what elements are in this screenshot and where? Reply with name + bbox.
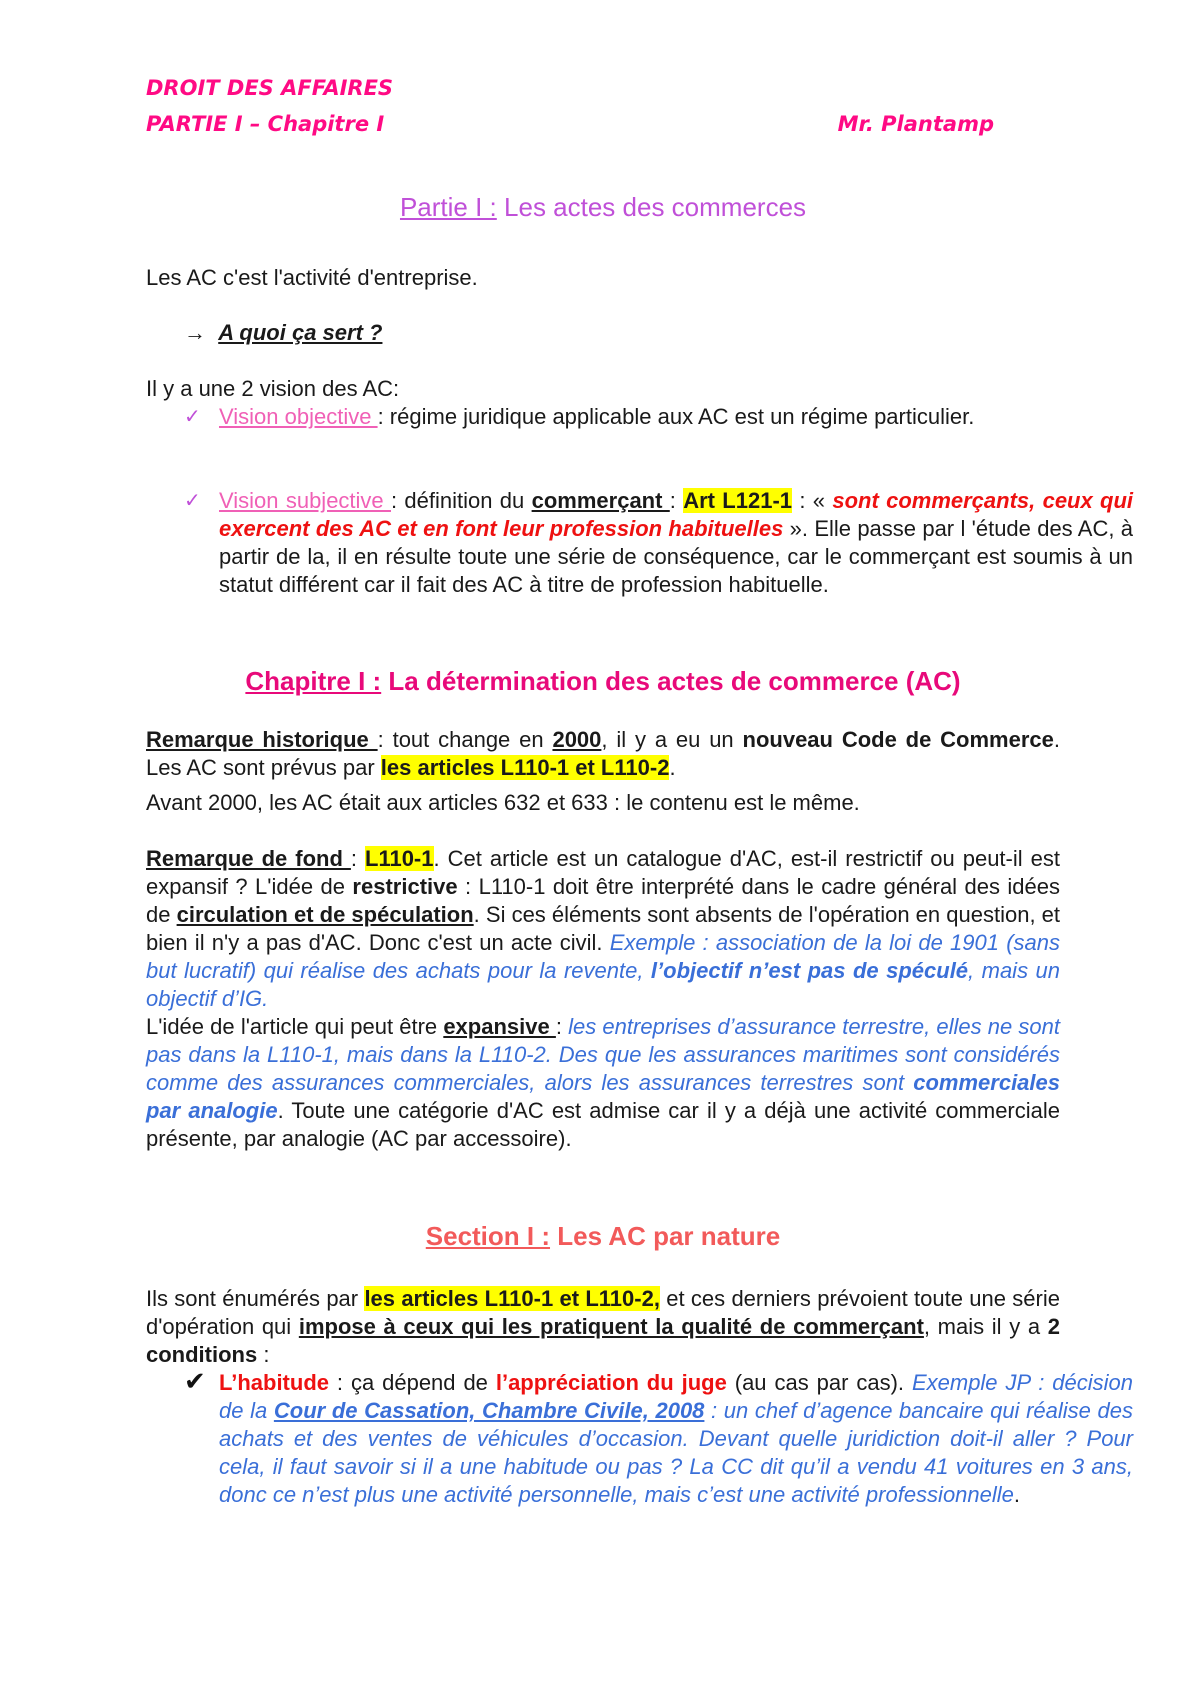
remarque-historique: [146, 726, 1060, 782]
text-span: . Toute une catégorie d'AC est admise car il y a déjà une activité commerciale présente, par analogie (AC par accessoire).: [146, 1098, 1061, 1151]
text-span: . Les AC sont prévus par: [146, 727, 1061, 780]
text-span: . Cet article est un catalogue d'AC, est-il restrictif ou peut-il est expansif ? L'idée de: [146, 846, 1060, 899]
section-label: Section I :: [425, 1221, 551, 1251]
cour-cassation: Cour de Cassation, Chambre Civile, 2008: [273, 1398, 705, 1423]
exemple-assurances: les entreprises d’assurance terrestre, elles ne sont pas dans la L110-1, mais dans la L110-2. Des que les assurances maritimes sont considérés comme des assurances commerciales, alors les assurances terrestres sont: [146, 1014, 1060, 1095]
question-line: [146, 319, 1098, 347]
text-span: et ces derniers prévoient toute une série d'opération qui: [146, 1286, 1060, 1339]
check-icon: ✓: [184, 406, 201, 428]
restrictive-term: restrictive: [352, 874, 458, 899]
code-commerce: nouveau Code de Commerce: [742, 727, 1054, 752]
deux-conditions: 2 conditions: [146, 1314, 1060, 1367]
check-icon: ✓: [184, 490, 201, 512]
remarque-fond-label: Remarque de fond: [146, 846, 351, 871]
text-span: .: [669, 755, 676, 780]
text-span: , il y a eu un: [601, 727, 743, 752]
remarque-de-fond: [146, 845, 1060, 1013]
articles-highlight: les articles L110-1 et L110-2,: [364, 1286, 660, 1311]
exemple-end: , mais un objectif d’IG.: [146, 958, 1060, 1011]
question-text: A quoi ça sert ?: [218, 320, 383, 345]
text-span: .: [1013, 1482, 1021, 1507]
text-span: : L110-1 doit être interprété dans le cadre général des idées de: [146, 874, 1060, 927]
text-span: ». Elle passe par l 'étude des AC, à partir de la, il en résulte toute une série de conséquence, car le commerçant est soumis à un statut différent car il fait des AC à titre de profession habituelle.: [219, 516, 1133, 597]
text-span: L'idée de l'article qui peut être: [146, 1014, 444, 1039]
text-span: :: [669, 488, 684, 513]
header-author: Mr. Plantamp: [837, 112, 994, 136]
partie-title: Les actes des commerces: [496, 192, 807, 222]
exemple-association: Exemple : association de la loi de 1901 (sans but lucratif) qui réalise des achats pour la revente,: [146, 930, 1061, 983]
vision-objective: [146, 403, 1133, 431]
text-span: : «: [792, 488, 833, 513]
header-title: DROIT DES AFFAIRES: [146, 76, 394, 100]
enumeres-paragraph: [146, 1285, 1060, 1369]
text-span: :: [257, 1342, 270, 1367]
text-span: : ça dépend de: [329, 1370, 496, 1395]
commerciales-analogie: commerciales par analogie: [146, 1070, 1060, 1123]
art-l110-1: L110-1: [365, 846, 434, 871]
partie-label: Partie I :: [399, 192, 497, 222]
exemple-jp: Exemple JP : décision de la: [219, 1370, 1133, 1423]
condition-habitude: [146, 1366, 1133, 1509]
chapitre-heading: [146, 667, 1060, 695]
exemple-chef-agence: : un chef d’agence bancaire qui réalise des achats et des ventes de véhicules d’occasion. Devant quelle juridiction doit-il aller ? Pour cela, il faut savoir si il a une habitude ou pas ? La CC dit qu’il a vendu 41 voitures en 3 ans, donc ce n’est plus une activité personnelle, mais c’est une activité professionnelle: [219, 1398, 1133, 1507]
impose-qualite: impose à ceux qui les pratiquent la qualité de commerçant: [298, 1314, 924, 1339]
partie-heading: [146, 193, 1060, 221]
articles-highlight: les articles L110-1 et L110-2: [380, 755, 670, 780]
visions-intro: Il y a une 2 vision des AC:: [146, 376, 400, 401]
text-span: : tout change en: [377, 727, 553, 752]
circulation-term: circulation et de spéculation: [176, 902, 474, 927]
commercant-term: commerçant: [531, 488, 670, 513]
vision-subjective: [146, 487, 1133, 599]
appreciation-juge: l’appréciation du juge: [495, 1370, 727, 1395]
header-part: PARTIE I – Chapitre I: [146, 112, 385, 136]
chapitre-label: Chapitre I :: [245, 666, 382, 696]
habitude-label: L’habitude: [219, 1370, 329, 1395]
section-title: Les AC par nature: [550, 1221, 781, 1251]
text-span: , mais il y a: [923, 1314, 1048, 1339]
header-part-line: [146, 112, 1060, 136]
text-span: :: [350, 846, 365, 871]
intro-text: Les AC c'est l'activité d'entreprise.: [146, 265, 478, 290]
text-span: : définition du: [391, 488, 532, 513]
vision-objective-label: Vision objective: [219, 404, 378, 429]
text-span: . Si ces éléments sont absents de l'opération en question, et bien il n'y a pas d'AC. Donc c'est un acte civil.: [146, 902, 1061, 955]
remarque-historique-label: Remarque historique: [146, 727, 378, 752]
idee-expansive: [146, 1013, 1060, 1153]
vision-objective-text: : régime juridique applicable aux AC est un régime particulier.: [377, 404, 975, 429]
arrow-icon: →: [184, 320, 206, 345]
check-bold-icon: ✔: [184, 1366, 206, 1396]
year-2000: 2000: [552, 727, 602, 752]
expansive-term: expansive: [443, 1014, 556, 1039]
chapitre-title: La détermination des actes de commerce (AC): [381, 666, 961, 696]
text-span: Ils sont énumérés par: [146, 1286, 365, 1311]
avant-2000: Avant 2000, les AC était aux articles 632 et 633 : le contenu est le même.: [146, 790, 860, 815]
text-span: (au cas par cas).: [726, 1370, 912, 1395]
definition-quote: sont commerçants, ceux qui exercent des AC et en font leur profession habituelles: [219, 488, 1134, 541]
vision-subjective-label: Vision subjective: [219, 488, 391, 513]
section-heading: [146, 1222, 1060, 1250]
text-span: :: [555, 1014, 569, 1039]
exemple-bold: l’objectif n’est pas de spéculé: [650, 958, 969, 983]
art-l121-1: Art L121-1: [683, 488, 793, 513]
